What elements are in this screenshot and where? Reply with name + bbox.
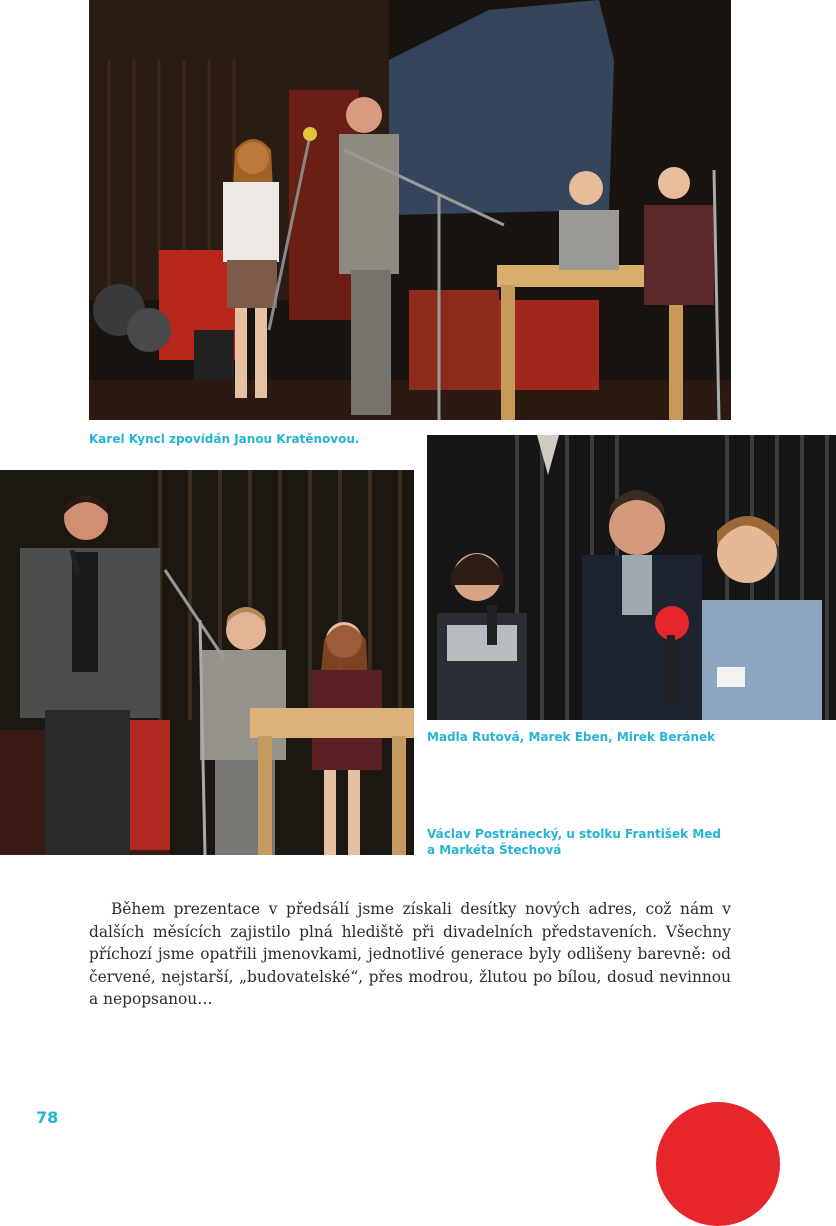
caption-text: Karel Kyncl zpovídán Janou Kratěnovou.: [89, 432, 360, 446]
page-number: 78: [36, 1108, 59, 1127]
decorative-red-circle: [656, 1102, 780, 1226]
caption-text: Madla Rutová, Marek Eben, Mirek Beránek: [427, 730, 716, 744]
caption-line-1: Václav Postránecký, u stolku František Med: [427, 827, 721, 841]
photo-left: [0, 470, 414, 855]
photo-right-caption: [427, 729, 827, 745]
photo-right: [427, 435, 836, 720]
body-paragraph-text: Během prezentace v předsálí jsme získali desítky nových adres, což nám v dalších měsících zajistilo plná hlediště při divadelních představeních. Všechny příchozí jsme opatřili jmenovkami, jednotlivé generace byly odlišeny barevně: od červené, nejstarší, „budovatelské“, přes modrou, žlutou po bílou, dosud nevinnou a nepopsanou…: [89, 900, 731, 1008]
photo-top: [89, 0, 731, 420]
caption-line-2: a Markéta Štechová: [427, 843, 562, 857]
photo-left-caption: [427, 826, 827, 858]
body-paragraph: [89, 898, 731, 1011]
